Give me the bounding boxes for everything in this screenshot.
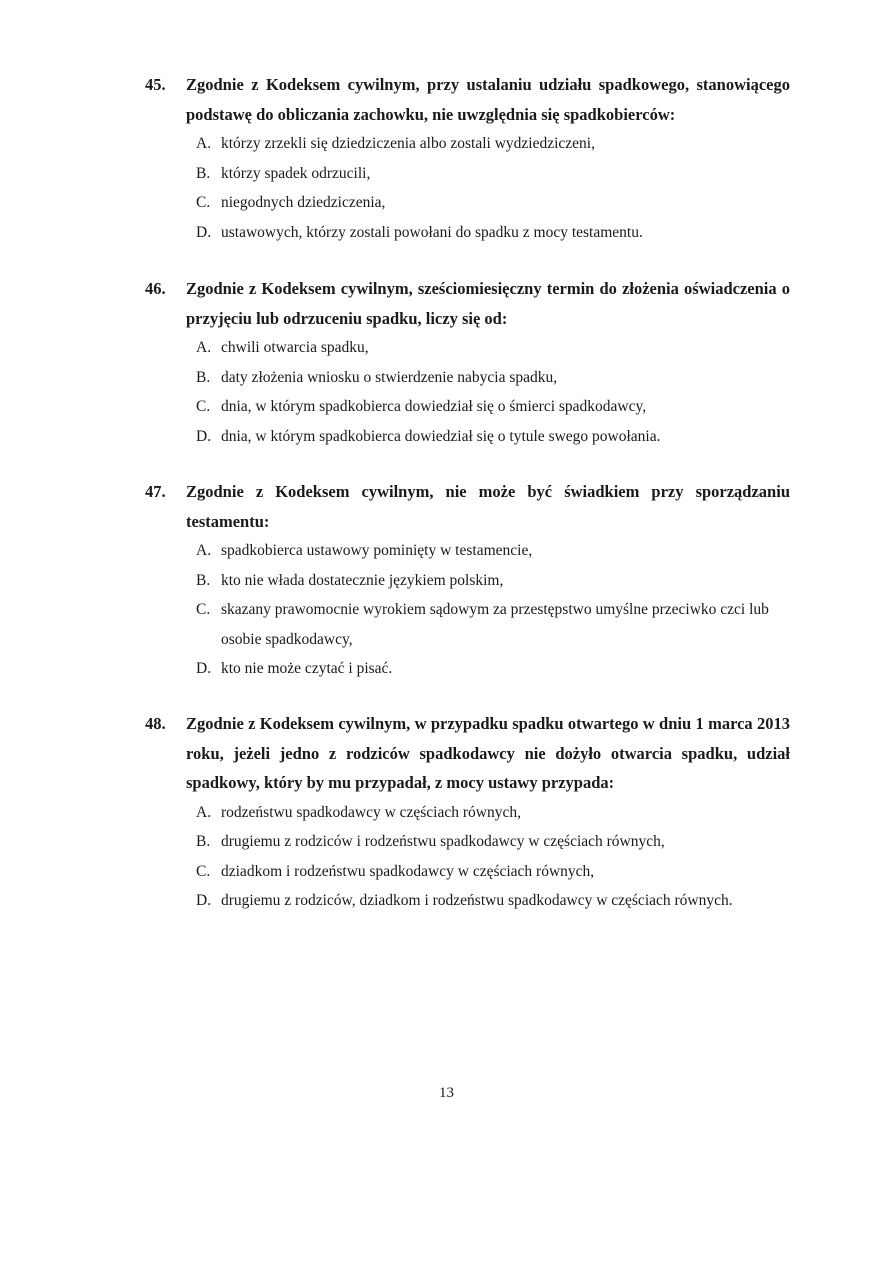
answer-option-b	[196, 566, 790, 596]
question-header	[145, 477, 790, 536]
answer-option-a	[196, 333, 790, 363]
question-number: 46.	[145, 279, 166, 298]
answer-option-a	[196, 129, 790, 159]
question-header	[145, 70, 790, 129]
option-letter: A.	[196, 542, 212, 559]
option-text: skazany prawomocnie wyrokiem sądowym za przestępstwo umyślne przeciwko czci lub osobie spadkodawcy,	[221, 601, 769, 648]
option-letter: A.	[196, 339, 212, 356]
option-letter: D.	[196, 223, 212, 241]
answer-option-c	[196, 188, 790, 218]
answer-options	[196, 129, 790, 247]
option-letter: B.	[196, 368, 211, 386]
answer-options	[196, 333, 790, 451]
question-number: 48.	[145, 714, 166, 733]
option-letter: D.	[196, 892, 212, 909]
question-number: 47.	[145, 482, 166, 501]
question-text: Zgodnie z Kodeksem cywilnym, nie może być świadkiem przy sporządzaniu testamentu:	[186, 482, 790, 531]
option-letter: A.	[196, 803, 212, 821]
option-text: drugiemu z rodziców, dziadkom i rodzeństwu spadkodawcy w częściach równych.	[221, 892, 733, 909]
question-47	[145, 477, 790, 684]
option-text: dziadkom i rodzeństwu spadkodawcy w częściach równych,	[221, 862, 595, 880]
option-text: ustawowych, którzy zostali powołani do spadku z mocy testamentu.	[221, 223, 643, 241]
option-text: drugiemu z rodziców i rodzeństwu spadkodawcy w częściach równych,	[221, 833, 665, 850]
answer-option-d	[196, 886, 790, 916]
option-text: którzy spadek odrzucili,	[221, 164, 371, 182]
option-letter: B.	[196, 571, 211, 589]
question-48	[145, 709, 790, 916]
question-text: Zgodnie z Kodeksem cywilnym, przy ustalaniu udziału spadkowego, stanowiącego podstawę do obliczania zachowku, nie uwzględnia się spadkobierców:	[186, 75, 790, 124]
option-letter: D.	[196, 660, 212, 677]
option-letter: B.	[196, 833, 211, 850]
option-text: daty złożenia wniosku o stwierdzenie nabycia spadku,	[221, 368, 558, 386]
answer-option-b	[196, 159, 790, 189]
answer-options	[196, 798, 790, 916]
option-text: niegodnych dziedziczenia,	[221, 194, 386, 211]
answer-options	[196, 536, 790, 684]
option-letter: C.	[196, 601, 211, 618]
answer-option-d	[196, 654, 790, 684]
option-letter: A.	[196, 135, 212, 152]
answer-option-c	[196, 392, 790, 422]
option-letter: B.	[196, 164, 211, 182]
answer-option-a	[196, 536, 790, 566]
option-letter: C.	[196, 398, 211, 415]
option-text: chwili otwarcia spadku,	[221, 339, 369, 356]
answer-option-d	[196, 422, 790, 452]
option-text: dnia, w którym spadkobierca dowiedział się o śmierci spadkodawcy,	[221, 398, 647, 415]
option-text: spadkobierca ustawowy pominięty w testamencie,	[221, 542, 533, 559]
question-number: 45.	[145, 75, 166, 94]
question-45	[145, 70, 790, 247]
option-text: kto nie włada dostatecznie językiem polskim,	[221, 571, 504, 589]
answer-option-b	[196, 363, 790, 393]
option-text: rodzeństwu spadkodawcy w częściach równych,	[221, 803, 521, 821]
question-text: Zgodnie z Kodeksem cywilnym, sześciomiesięczny termin do złożenia oświadczenia o przyjęciu lub odrzuceniu spadku, liczy się od:	[186, 279, 790, 328]
option-text: kto nie może czytać i pisać.	[221, 660, 393, 677]
option-letter: D.	[196, 427, 212, 445]
question-text: Zgodnie z Kodeksem cywilnym, w przypadku spadku otwartego w dniu 1 marca 2013 roku, jeżeli jedno z rodziców spadkodawcy nie dożyło otwarcia spadku, udział spadkowy, który by mu przypadał, z mocy ustawy przypada:	[186, 714, 790, 792]
option-letter: C.	[196, 194, 211, 211]
question-46	[145, 274, 790, 451]
question-header	[145, 709, 790, 798]
answer-option-a	[196, 798, 790, 828]
option-letter: C.	[196, 862, 211, 880]
answer-option-d	[196, 218, 790, 248]
question-header	[145, 274, 790, 333]
option-text: dnia, w którym spadkobierca dowiedział się o tytule swego powołania.	[221, 427, 661, 445]
page-number: 13	[439, 1085, 454, 1101]
answer-option-b	[196, 827, 790, 857]
answer-option-c	[196, 595, 790, 654]
answer-option-c	[196, 857, 790, 887]
option-text: którzy zrzekli się dziedziczenia albo zostali wydziedziczeni,	[221, 135, 595, 152]
